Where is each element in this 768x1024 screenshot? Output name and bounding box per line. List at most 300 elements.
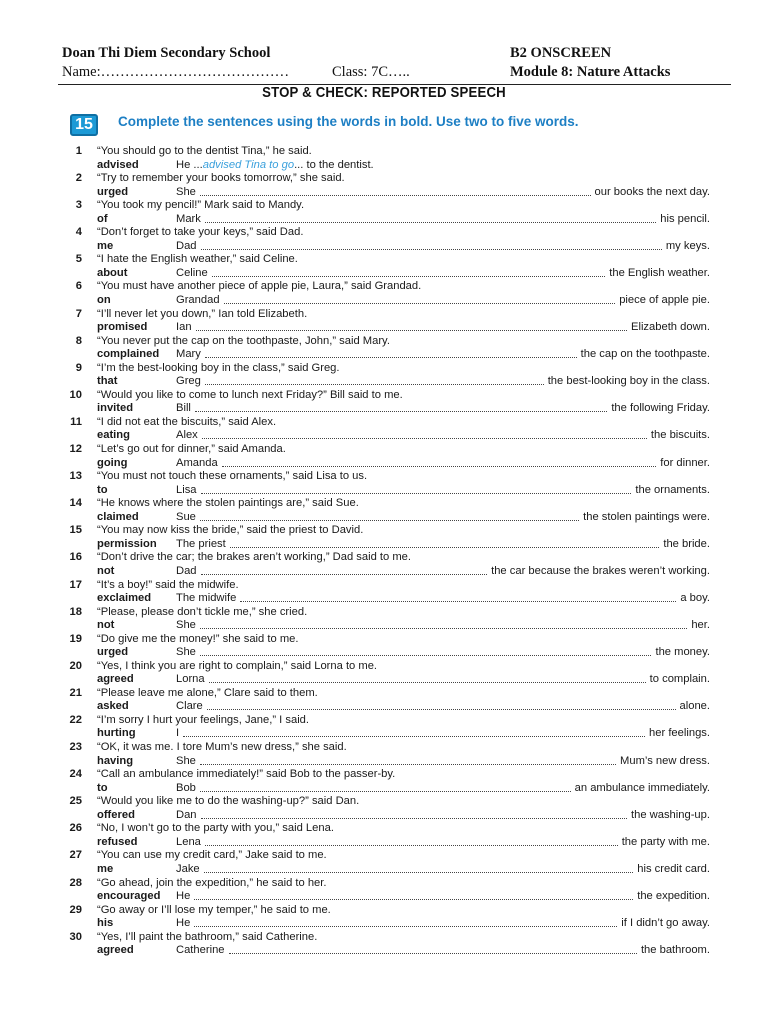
item-keyword: me xyxy=(97,862,114,875)
exercise-item xyxy=(0,335,768,362)
exercise-item xyxy=(0,633,768,660)
item-answer-line xyxy=(0,863,768,877)
item-sentence xyxy=(176,755,710,769)
answer-blank[interactable] xyxy=(202,429,647,439)
item-answer-line xyxy=(0,348,768,362)
item-keyword: claimed xyxy=(97,510,139,523)
exercise-item xyxy=(0,389,768,416)
item-number: 21 xyxy=(69,686,82,699)
item-prompt-line xyxy=(0,199,768,213)
item-prompt-line xyxy=(0,660,768,674)
item-number: 24 xyxy=(69,768,82,781)
item-subject: Celine xyxy=(176,266,208,279)
exercise-item xyxy=(0,877,768,904)
item-direct-speech: “OK, it was me. I tore Mum’s new dress,” she said. xyxy=(97,741,347,754)
item-number: 23 xyxy=(69,741,82,754)
item-prompt-line xyxy=(0,308,768,322)
answer-blank[interactable] xyxy=(230,538,660,548)
item-subject: She xyxy=(176,619,196,632)
item-sentence xyxy=(176,727,710,741)
answer-blank[interactable] xyxy=(212,267,606,277)
item-number: 20 xyxy=(69,659,82,672)
item-prompt-line xyxy=(0,470,768,484)
page-title: STOP & CHECK: REPORTED SPEECH xyxy=(262,84,506,101)
answer-blank[interactable] xyxy=(195,402,607,412)
item-sentence xyxy=(176,321,710,335)
exercise-item xyxy=(0,416,768,443)
exercise-items xyxy=(0,145,768,958)
item-keyword: invited xyxy=(97,402,134,415)
item-sentence xyxy=(176,457,710,471)
item-subject: Sue xyxy=(176,510,196,523)
item-keyword: urged xyxy=(97,185,129,198)
answer-blank[interactable] xyxy=(201,809,627,819)
item-prompt-line xyxy=(0,145,768,159)
item-prompt-line xyxy=(0,226,768,240)
exercise-item xyxy=(0,687,768,714)
item-prompt-line xyxy=(0,904,768,918)
item-direct-speech: “You must have another piece of apple pie, Laura,” said Grandad. xyxy=(97,280,422,293)
item-number: 7 xyxy=(75,307,82,320)
item-direct-speech: “I’m sorry I hurt your feelings, Jane,” I said. xyxy=(97,713,310,726)
item-prompt-line xyxy=(0,606,768,620)
item-number: 29 xyxy=(69,903,82,916)
item-answer-line xyxy=(0,673,768,687)
item-direct-speech: “Go ahead, join the expedition,” he said to her. xyxy=(97,876,327,889)
exercise-item xyxy=(0,226,768,253)
item-prompt-line xyxy=(0,714,768,728)
item-direct-speech: “You never put the cap on the toothpaste, John,” said Mary. xyxy=(97,334,390,347)
item-number: 12 xyxy=(69,443,82,456)
item-number: 11 xyxy=(70,415,82,428)
item-direct-speech: “No, I won’t go to the party with you,” said Lena. xyxy=(97,822,334,835)
item-direct-speech: “I’m the best-looking boy in the class,” said Greg. xyxy=(97,361,340,374)
item-prompt-line xyxy=(0,389,768,403)
item-keyword: to xyxy=(97,483,108,496)
exercise-item xyxy=(0,199,768,226)
item-answer-line xyxy=(0,267,768,281)
item-direct-speech: “I did not eat the biscuits,” said Alex. xyxy=(97,415,277,428)
answer-blank[interactable] xyxy=(205,375,544,385)
answer-blank[interactable] xyxy=(240,592,676,602)
item-sentence-ending: the following Friday. xyxy=(611,402,710,415)
item-keyword: having xyxy=(97,754,134,767)
item-sentence xyxy=(176,700,710,714)
item-direct-speech: “He knows where the stolen paintings are,” said Sue. xyxy=(97,497,359,510)
item-subject: Lena xyxy=(176,835,201,848)
item-answer-line xyxy=(0,592,768,606)
item-direct-speech: “You may now kiss the bride,” said the priest to David. xyxy=(97,524,364,537)
item-sentence-ending: the ornaments. xyxy=(635,483,710,496)
item-answer-line xyxy=(0,782,768,796)
item-subject: Clare xyxy=(176,700,203,713)
exercise-item xyxy=(0,551,768,578)
item-sentence-ending: the money. xyxy=(655,646,710,659)
exercise-item xyxy=(0,497,768,524)
item-prompt-line xyxy=(0,633,768,647)
item-answer-line xyxy=(0,917,768,931)
answer-blank[interactable] xyxy=(205,348,577,358)
exercise-item xyxy=(0,470,768,497)
item-answer-line xyxy=(0,646,768,660)
item-number: 16 xyxy=(69,551,82,564)
item-sentence-ending: the expedition. xyxy=(637,890,710,903)
item-sentence-ending: my keys. xyxy=(665,239,710,252)
answer-blank[interactable] xyxy=(222,457,657,467)
item-number: 5 xyxy=(75,253,82,266)
item-subject: Dan xyxy=(176,808,197,821)
item-sentence xyxy=(176,646,710,660)
exercise-instruction: Complete the sentences using the words in bold. Use two to five words. xyxy=(118,114,579,129)
item-answer-line xyxy=(0,565,768,579)
item-number: 19 xyxy=(69,632,82,645)
item-sentence xyxy=(176,809,710,823)
item-direct-speech: “Call an ambulance immediately!” said Bob to the passer-by. xyxy=(97,768,396,781)
item-sentence-ending: the bride. xyxy=(663,537,710,550)
item-number: 4 xyxy=(75,226,82,239)
item-keyword: hurting xyxy=(97,727,136,740)
item-number: 17 xyxy=(69,578,82,591)
answer-blank[interactable] xyxy=(201,484,632,494)
item-answer-line xyxy=(0,321,768,335)
item-answer-line xyxy=(0,429,768,443)
item-keyword: agreed xyxy=(97,944,134,957)
item-sentence-ending: his credit card. xyxy=(637,862,710,875)
exercise-item xyxy=(0,660,768,687)
answer-blank[interactable] xyxy=(200,782,571,792)
item-number: 10 xyxy=(69,388,82,401)
item-keyword: not xyxy=(97,619,115,632)
answer-blank[interactable] xyxy=(205,213,656,223)
item-sentence xyxy=(176,375,710,389)
item-keyword: asked xyxy=(97,700,129,713)
answer-blank[interactable] xyxy=(204,863,634,873)
item-sentence xyxy=(176,429,710,443)
item-direct-speech: “Don’t drive the car; the brakes aren’t working,” Dad said to me. xyxy=(97,551,412,564)
item-answer-line xyxy=(0,375,768,389)
item-number: 15 xyxy=(69,524,82,537)
item-number: 6 xyxy=(75,280,82,293)
exercise-item xyxy=(0,524,768,551)
exercise-item xyxy=(0,362,768,389)
answer-blank[interactable] xyxy=(196,321,627,331)
item-subject: The priest xyxy=(176,537,226,550)
item-sentence xyxy=(176,213,710,227)
item-answer-line xyxy=(0,159,768,173)
item-prompt-line xyxy=(0,416,768,430)
item-sentence-ending: Mum’s new dress. xyxy=(620,754,710,767)
item-keyword: offered xyxy=(97,808,135,821)
item-prompt-line xyxy=(0,822,768,836)
item-direct-speech: “Go away or I’ll lose my temper,” he said to me. xyxy=(97,903,331,916)
item-keyword: me xyxy=(97,239,114,252)
item-prompt-line xyxy=(0,280,768,294)
item-keyword: on xyxy=(97,293,111,306)
item-sentence-ending: the bathroom. xyxy=(640,944,710,957)
item-subject: Mark xyxy=(176,212,201,225)
answer-blank[interactable] xyxy=(224,294,616,304)
item-subject: Greg xyxy=(176,375,201,388)
item-subject: I xyxy=(176,727,180,740)
answer-blank[interactable] xyxy=(194,917,617,927)
item-keyword: complained xyxy=(97,348,160,361)
item-direct-speech: “Yes, I’ll paint the bathroom,” said Catherine. xyxy=(97,930,318,943)
item-sentence xyxy=(176,484,710,498)
item-subject: Catherine xyxy=(176,944,225,957)
item-keyword: going xyxy=(97,456,128,469)
item-prompt-line xyxy=(0,849,768,863)
item-subject: Lisa xyxy=(176,483,197,496)
exercise-number-badge: 15 xyxy=(70,114,98,136)
item-direct-speech: “Please leave me alone,” Clare said to them. xyxy=(97,686,318,699)
item-direct-speech: “Try to remember your books tomorrow,” she said. xyxy=(97,172,345,185)
item-answer-line xyxy=(0,240,768,254)
item-number: 26 xyxy=(69,822,82,835)
item-direct-speech: “Would you like me to do the washing-up?” said Dan. xyxy=(97,795,360,808)
answer-blank[interactable] xyxy=(201,240,662,250)
item-number: 1 xyxy=(75,145,82,157)
item-prompt-line xyxy=(0,335,768,349)
course-name: B2 ONSCREEN xyxy=(510,45,612,61)
exercise-item xyxy=(0,822,768,849)
exercise-item xyxy=(0,714,768,741)
item-prompt-line xyxy=(0,362,768,376)
item-answer-line xyxy=(0,484,768,498)
item-answer-line xyxy=(0,457,768,471)
item-prompt-line xyxy=(0,741,768,755)
item-answer-line xyxy=(0,294,768,308)
item-subject: Ian xyxy=(176,321,192,334)
item-subject: Jake xyxy=(176,862,200,875)
item-prompt-line xyxy=(0,579,768,593)
item-answer-line xyxy=(0,727,768,741)
item-direct-speech: “Would you like to come to lunch next Friday?” Bill said to me. xyxy=(97,388,403,401)
item-keyword: of xyxy=(97,212,108,225)
exercise-item xyxy=(0,768,768,795)
item-sentence xyxy=(176,159,710,173)
item-sentence-ending: the English weather. xyxy=(609,266,710,279)
item-sentence-ending: the cap on the toothpaste. xyxy=(580,348,710,361)
item-subject: Bill xyxy=(176,402,191,415)
item-number: 30 xyxy=(69,930,82,943)
item-keyword: to xyxy=(97,781,108,794)
item-keyword: agreed xyxy=(97,673,134,686)
exercise-item xyxy=(0,145,768,172)
item-sentence-ending: the washing-up. xyxy=(631,808,710,821)
item-prompt-line xyxy=(0,877,768,891)
item-sentence xyxy=(176,294,710,308)
item-prompt-line xyxy=(0,253,768,267)
answer-blank[interactable] xyxy=(229,944,637,954)
item-keyword: promised xyxy=(97,321,148,334)
item-answer-line xyxy=(0,700,768,714)
item-keyword: encouraged xyxy=(97,890,161,903)
item-sentence-ending: our books the next day. xyxy=(594,185,710,198)
item-keyword: about xyxy=(97,266,128,279)
item-sentence xyxy=(176,511,710,525)
item-sentence xyxy=(176,917,710,931)
item-subject: Grandad xyxy=(176,293,220,306)
item-number: 18 xyxy=(69,605,82,618)
item-subject: She xyxy=(176,754,196,767)
exercise-item xyxy=(0,741,768,768)
item-keyword: advised xyxy=(97,158,139,171)
exercise-item xyxy=(0,904,768,931)
item-sentence-ending: a boy. xyxy=(680,592,710,604)
item-prompt-line xyxy=(0,795,768,809)
item-sentence-ending: to complain. xyxy=(649,673,710,686)
item-sentence xyxy=(176,592,710,606)
item-number: 8 xyxy=(75,334,82,347)
item-sentence-ending: alone. xyxy=(679,700,710,713)
item-answer-line xyxy=(0,213,768,227)
item-answer-line xyxy=(0,944,768,958)
item-sentence xyxy=(176,890,710,904)
item-direct-speech: “Please, please don’t tickle me,” she cried. xyxy=(97,605,308,618)
item-subject: The midwife xyxy=(176,592,237,604)
item-direct-speech: “It’s a boy!” said the midwife. xyxy=(97,578,239,591)
item-number: 9 xyxy=(75,361,82,374)
item-direct-speech: “You took my pencil!” Mark said to Mandy. xyxy=(97,199,305,212)
item-direct-speech: “You can use my credit card,” Jake said to me. xyxy=(97,849,327,862)
item-sentence xyxy=(176,619,710,633)
item-direct-speech: “You must not touch these ornaments,” said Lisa to us. xyxy=(97,470,368,483)
answer-blank[interactable] xyxy=(194,890,633,900)
item-sentence-ending: if I didn’t go away. xyxy=(621,917,710,930)
name-label: Name:………………………………… xyxy=(62,64,290,80)
item-subject: Mary xyxy=(176,348,201,361)
item-direct-speech: “Let’s go out for dinner,” said Amanda. xyxy=(97,443,286,456)
exercise-item xyxy=(0,606,768,633)
item-number: 3 xyxy=(75,199,82,212)
item-subject: He xyxy=(176,890,191,903)
item-subject: Dad xyxy=(176,564,197,577)
item-keyword: exclaimed xyxy=(97,592,152,604)
item-sentence-ending: Elizabeth down. xyxy=(631,321,710,334)
item-answer-line xyxy=(0,890,768,904)
item-subject: Dad xyxy=(176,239,197,252)
item-sentence-ending: the best-looking boy in the class. xyxy=(547,375,710,388)
school-name: Doan Thi Diem Secondary School xyxy=(62,45,271,61)
item-sentence-ending: for dinner. xyxy=(660,456,710,469)
item-sentence xyxy=(176,538,710,552)
item-sentence-ending: the party with me. xyxy=(621,835,710,848)
answer-blank[interactable] xyxy=(200,755,616,765)
item-direct-speech: “I’ll never let you down,” Ian told Elizabeth. xyxy=(97,307,308,320)
item-sentence xyxy=(176,673,710,687)
item-direct-speech: “You should go to the dentist Tina,” he said. xyxy=(97,145,312,157)
item-sentence-ending: the biscuits. xyxy=(650,429,710,442)
item-answer-line xyxy=(0,809,768,823)
item-number: 14 xyxy=(69,497,82,510)
class-label: Class: 7C….. xyxy=(332,64,410,80)
exercise-item xyxy=(0,849,768,876)
item-subject: Alex xyxy=(176,429,198,442)
item-subject: Lorna xyxy=(176,673,205,686)
item-prompt-line xyxy=(0,497,768,511)
item-sentence-ending: the car because the brakes weren’t working. xyxy=(491,564,710,577)
item-direct-speech: “Do give me the money!” she said to me. xyxy=(97,632,299,645)
item-sentence xyxy=(176,402,710,416)
item-sentence-ending: ... to the dentist. xyxy=(294,158,374,171)
item-answer-line xyxy=(0,538,768,552)
item-prompt-line xyxy=(0,768,768,782)
item-sentence xyxy=(176,863,710,877)
module-label: Module 8: Nature Attacks xyxy=(510,64,671,80)
item-subject: He xyxy=(176,917,191,930)
header-bottom-row xyxy=(62,64,734,84)
item-sentence-ending: her feelings. xyxy=(649,727,710,740)
item-direct-speech: “Yes, I think you are right to complain,” said Lorna to me. xyxy=(97,659,378,672)
item-sentence-ending: his pencil. xyxy=(660,212,710,225)
answer-blank[interactable] xyxy=(205,836,618,846)
answer-blank[interactable] xyxy=(183,727,645,737)
answer-blank[interactable] xyxy=(207,700,676,710)
answer-blank[interactable] xyxy=(200,511,579,521)
item-subject: She xyxy=(176,185,196,198)
item-sentence xyxy=(176,240,710,254)
item-sentence xyxy=(176,944,710,958)
item-sentence-ending: the stolen paintings were. xyxy=(583,510,710,523)
item-keyword: refused xyxy=(97,835,138,848)
answer-blank[interactable] xyxy=(200,646,652,656)
answer-blank[interactable] xyxy=(200,186,591,196)
item-answer-line xyxy=(0,836,768,850)
item-sentence xyxy=(176,565,710,579)
item-subject: He ... xyxy=(176,158,203,171)
item-keyword: that xyxy=(97,375,118,388)
item-sentence-ending: her. xyxy=(691,619,710,632)
item-number: 28 xyxy=(69,876,82,889)
exercise-item xyxy=(0,931,768,958)
header-top-row xyxy=(62,45,734,65)
item-prompt-line xyxy=(0,931,768,945)
item-answer-line xyxy=(0,619,768,633)
item-answer-line xyxy=(0,755,768,769)
exercise-item xyxy=(0,280,768,307)
item-keyword: urged xyxy=(97,646,129,659)
item-number: 2 xyxy=(75,172,82,185)
exercise-item xyxy=(0,443,768,470)
item-keyword: his xyxy=(97,917,114,930)
item-prompt-line xyxy=(0,687,768,701)
item-subject: Amanda xyxy=(176,456,218,469)
item-direct-speech: “Don’t forget to take your keys,” said Dad. xyxy=(97,226,304,239)
exercise-item xyxy=(0,253,768,280)
item-answer-line xyxy=(0,402,768,416)
item-sentence xyxy=(176,186,710,200)
example-answer: advised Tina to go xyxy=(202,158,295,171)
item-prompt-line xyxy=(0,172,768,186)
item-prompt-line xyxy=(0,443,768,457)
answer-blank[interactable] xyxy=(209,673,646,683)
exercise-item xyxy=(0,795,768,822)
item-answer-line xyxy=(0,186,768,200)
answer-blank[interactable] xyxy=(201,565,488,575)
item-prompt-line xyxy=(0,551,768,565)
answer-blank[interactable] xyxy=(200,619,687,629)
item-number: 13 xyxy=(69,470,82,483)
item-keyword: permission xyxy=(97,537,157,550)
item-sentence-ending: piece of apple pie. xyxy=(619,293,710,306)
item-keyword: not xyxy=(97,564,115,577)
exercise-item xyxy=(0,172,768,199)
item-sentence-ending: an ambulance immediately. xyxy=(574,781,710,794)
exercise-item xyxy=(0,308,768,335)
item-prompt-line xyxy=(0,524,768,538)
item-sentence xyxy=(176,348,710,362)
item-number: 27 xyxy=(69,849,82,862)
